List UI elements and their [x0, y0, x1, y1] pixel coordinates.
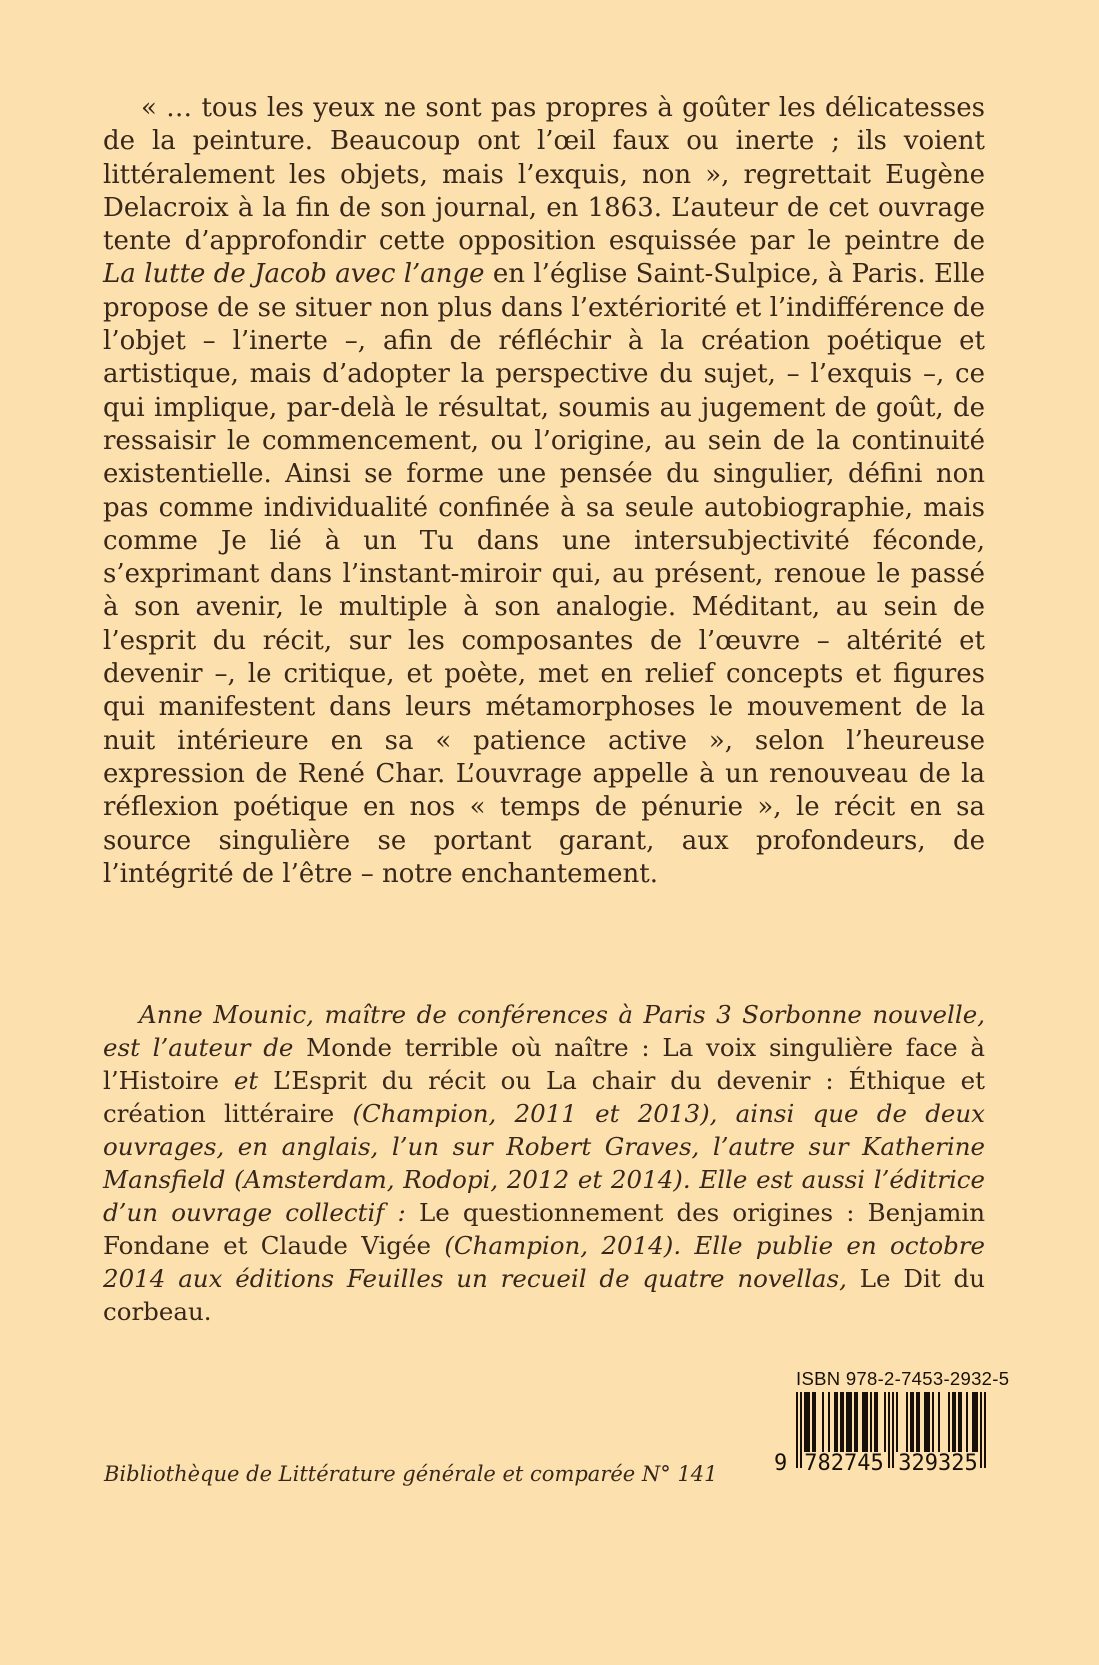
bio-text-1: Anne Mounic, maître de conférences à Paris 3 Sorbonne nouvelle, est l’auteur de: [103, 1000, 985, 1062]
bio-title-esprit-du-recit: L’Esprit du récit ou La chair du devenir : Éthique et création littéraire: [103, 1066, 986, 1128]
ean-left-digits: 782745: [804, 1451, 884, 1476]
collection-series-label: Bibliothèque de Littérature générale et comparée N° 141: [104, 1462, 718, 1486]
ean-right-digits: 329325: [898, 1451, 978, 1476]
synopsis-paragraph: [103, 92, 985, 891]
bio-title-monde-terrible: Monde terrible où naître : La voix singulière face à l’Histoire: [103, 1033, 985, 1095]
isbn-number: ISBN 978-2-7453-2932-5: [796, 1368, 1010, 1389]
bio-text-3: (Champion, 2011 et 2013), ainsi que de deux ouvrages, en anglais, l’un sur Robert Graves, l’autre sur Katherine Mansfield (Amsterdam, Rodopi, 2012 et 2014). Elle est aussi l’éditrice d’un ouvrage collectif :: [103, 1099, 985, 1227]
author-bio-paragraph: [103, 998, 985, 1328]
ean13-barcode: [774, 1392, 986, 1486]
bio-text-4: (Champion, 2014). Elle publie en octobre 2014 aux éditions Feuilles un recueil de quatre novellas,: [103, 1231, 985, 1293]
synopsis-text-2: en l’église Saint-Sulpice, à Paris. Elle propose de se situer non plus dans l’extériorité et l’indifférence de l’objet – l’inerte –, afin de réfléchir à la création poétique et artistique, mais d’adopter la perspective du sujet, – l’exquis –, ce qui implique, par-delà le résultat, soumis au jugement de goût, de ressaisir le commencement, ou l’origine, au sein de la continuité existentielle. Ainsi se forme une pensée du singulier, défini non pas comme individualité confinée à sa seule autobiographie, mais comme Je lié à un Tu dans une intersubjectivité féconde, s’exprimant dans l’instant-miroir qui, au présent, renoue le passé à son avenir, le multiple à son analogie. Méditant, au sein de l’esprit du récit, sur les composantes de l’œuvre – altérité et devenir –, le critique, et poète, met en relief concepts et figures qui manifestent dans leurs métamorphoses le mouvement de la nuit intérieure en sa « patience active », selon l’heureuse expression de René Char. L’ouvrage appelle à un renouveau de la réflexion poétique en nos « temps de pénurie », le récit en sa source singulière se portant garant, aux profondeurs, de l’intégrité de l’être – notre enchantement.: [103, 259, 985, 889]
isbn-barcode-block: [772, 1368, 1010, 1486]
bio-text-2: et: [233, 1066, 274, 1095]
synopsis-text-1: « … tous les yeux ne sont pas propres à goûter les délicatesses de la peinture. Beaucoup ont l’œil faux ou inerte ; ils voient littéralement les objets, mais l’exquis, non », regrettait Eugène Delacroix à la fin de son journal, en 1863. L’auteur de cet ouvrage tente d’approfondir cette opposition esquissée par le peintre de: [103, 93, 985, 257]
bio-title-dit-du-corbeau: Le Dit du corbeau.: [103, 1264, 985, 1326]
synopsis-book-title: La lutte de Jacob avec l’ange: [103, 259, 485, 290]
ean-first-digit: 9: [774, 1451, 788, 1476]
bio-title-questionnement: Le questionnement des origines : Benjamin Fondane et Claude Vigée: [103, 1198, 985, 1260]
